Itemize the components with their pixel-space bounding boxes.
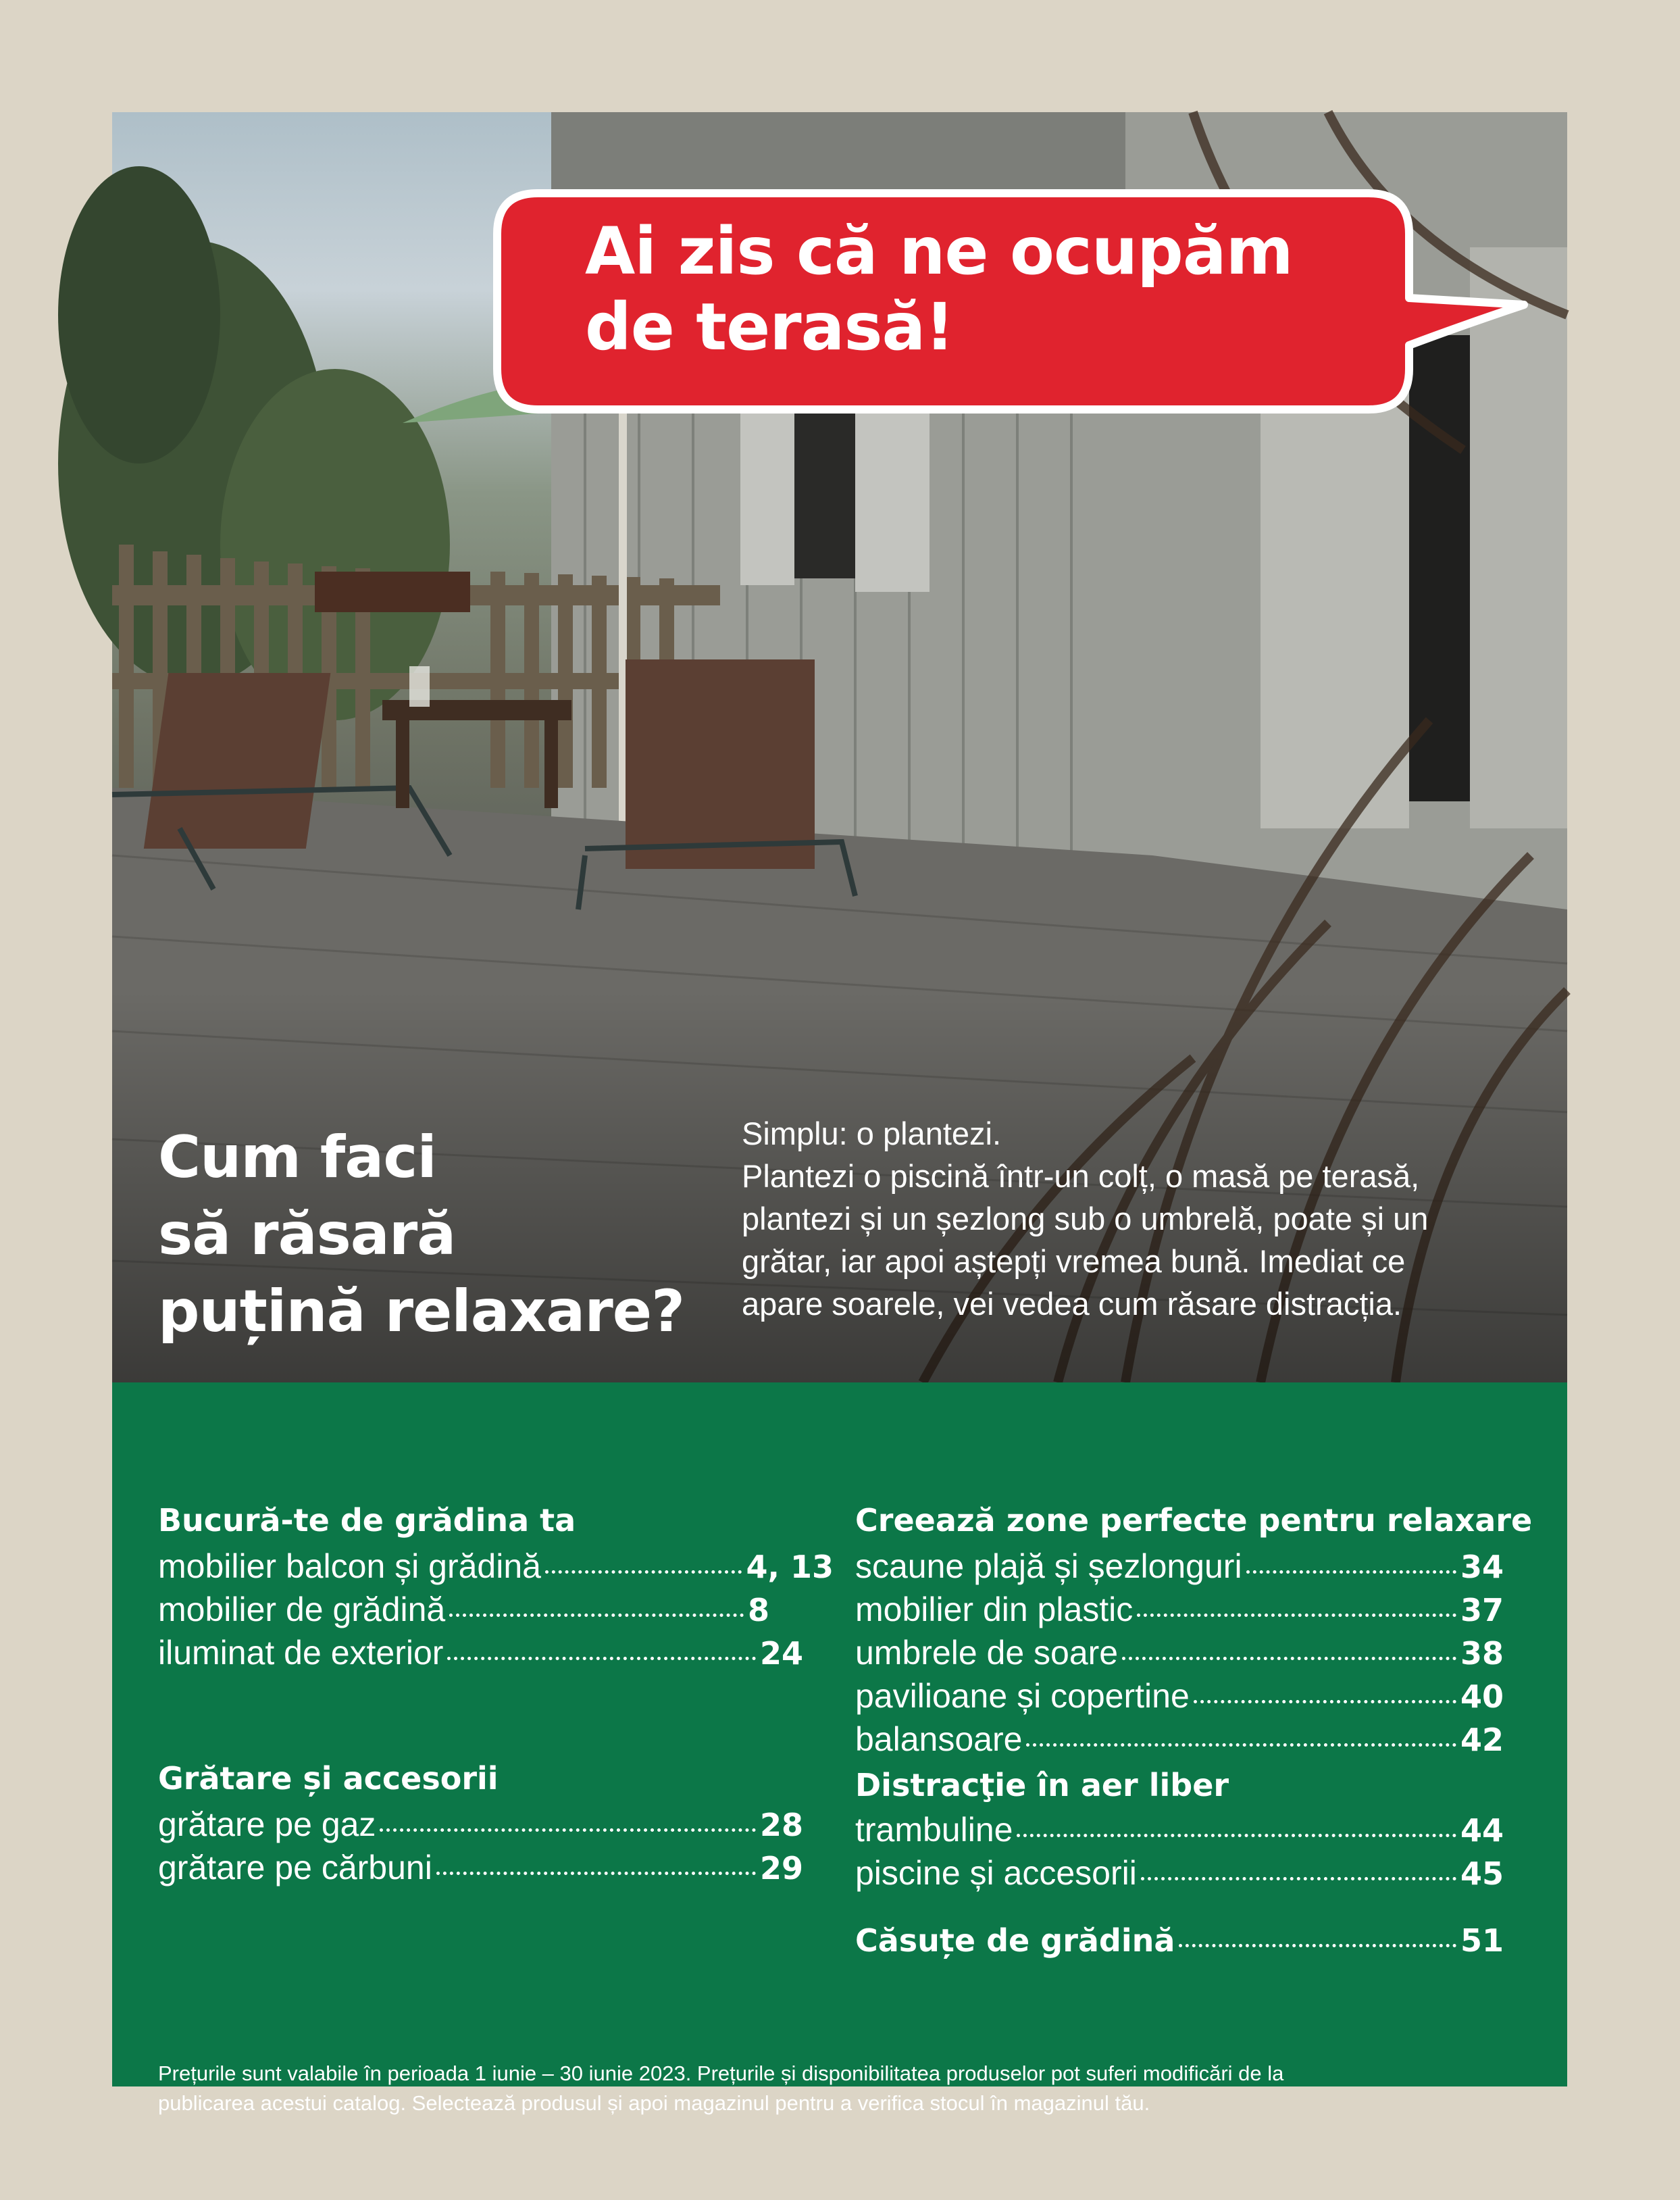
toc-leader-dots [545,1570,742,1574]
intro-line-4: grătar, iar apoi aștepți vremea bună. Imediat ce [742,1243,1406,1279]
toc-item-page: 8 [747,1592,769,1628]
toc-item[interactable] [158,1588,769,1631]
toc-section-title: Grătare și accesorii [158,1760,499,1797]
toc-item[interactable] [855,1631,1504,1674]
price-disclaimer [158,2059,1536,2118]
toc-item-label: pavilioane și copertine [855,1677,1190,1715]
toc-item-label: grătare pe gaz [158,1805,376,1843]
disclaimer-line-1: Prețurile sunt valabile în perioada 1 iunie – 30 iunie 2023. Prețurile și disponibilitatea produselor pot suferi modificări de la [158,2061,1284,2085]
toc-item[interactable] [855,1718,1504,1761]
intro-line-2: Plantezi o piscină într-un colț, o masă pe terasă, [742,1158,1420,1194]
toc-item[interactable] [855,1808,1504,1851]
table-of-contents [112,1382,1567,2115]
catalog-page [112,112,1567,2115]
toc-item-page: 45 [1460,1855,1504,1892]
toc-item[interactable] [158,1545,834,1588]
toc-leader-dots [1246,1570,1456,1574]
toc-item-page: 40 [1460,1678,1504,1715]
toc-leader-dots [1141,1877,1456,1880]
toc-item-page: 4, 13 [746,1549,834,1585]
toc-item-page: 29 [759,1850,803,1886]
toc-item[interactable] [855,1851,1504,1895]
toc-leader-dots [1026,1743,1456,1747]
toc-item[interactable] [158,1846,803,1889]
toc-leader-dots [447,1657,756,1660]
intro-line-3: plantezi și un șezlong sub o umbrelă, poate și un [742,1201,1429,1236]
disclaimer-line-2: publicarea acestui catalog. Selectează produsul și apoi magazinul pentru a verifica stocul în magazinul tău. [158,2091,1150,2115]
toc-leader-dots [1122,1657,1456,1660]
toc-item-label: mobilier din plastic [855,1591,1134,1628]
toc-item-label: Căsuțe de grădină [855,1922,1175,1959]
toc-item[interactable] [158,1631,803,1674]
toc-item-page: 42 [1460,1722,1504,1758]
toc-item-label: trambuline [855,1811,1013,1849]
toc-leader-dots [1179,1944,1456,1947]
terrace-photo [112,112,1567,1382]
toc-leader-dots [436,1872,756,1875]
toc-item-label: umbrele de soare [855,1634,1119,1672]
toc-leader-dots [1194,1700,1456,1703]
toc-item[interactable] [855,1674,1504,1718]
toc-item-page: 37 [1460,1592,1504,1628]
toc-item-page: 28 [759,1807,803,1843]
toc-item-page: 51 [1460,1922,1504,1959]
intro-paragraph [742,1112,1559,1325]
headline-line-1: Cum faci [158,1124,436,1191]
toc-section-title: Creează zone perfecte pentru relaxare [855,1502,1533,1539]
toc-section-title: Bucură-te de grădina ta [158,1502,576,1539]
toc-item-label: grătare pe cărbuni [158,1849,432,1886]
toc-item-label: balansoare [855,1720,1023,1758]
toc-item-label: scaune plajă și șezlonguri [855,1547,1242,1585]
toc-item-page: 34 [1460,1549,1504,1585]
toc-item[interactable] [158,1803,803,1846]
page-headline [158,1119,753,1350]
toc-leader-dots [449,1614,744,1617]
toc-leader-dots [1017,1834,1456,1837]
toc-item[interactable] [855,1545,1504,1588]
speech-bubble [490,180,1531,477]
toc-item-label: mobilier balcon și grădină [158,1547,541,1585]
bubble-line-1: Ai zis că ne ocupăm [585,214,1293,289]
intro-line-1: Simplu: o plantezi. [742,1116,1002,1151]
toc-item-page: 44 [1460,1812,1504,1849]
intro-line-5: apare soarele, vei vedea cum răsare distracția. [742,1286,1402,1322]
toc-item-page: 38 [1460,1635,1504,1672]
toc-section-title: Distracţie în aer liber [855,1767,1229,1803]
toc-item-label: iluminat de exterior [158,1634,444,1672]
toc-item-label: piscine și accesorii [855,1854,1137,1892]
toc-item-label: mobilier de grădină [158,1591,446,1628]
bubble-line-2: de terasă! [585,289,954,365]
headline-line-3: puțină relaxare? [158,1278,684,1345]
headline-line-2: să răsară [158,1201,456,1268]
bubble-headline [585,214,1396,365]
toc-item-page: 24 [759,1635,803,1672]
toc-item-casute[interactable] [855,1919,1504,1962]
toc-leader-dots [1137,1614,1456,1617]
toc-item[interactable] [855,1588,1504,1631]
toc-leader-dots [380,1828,756,1832]
